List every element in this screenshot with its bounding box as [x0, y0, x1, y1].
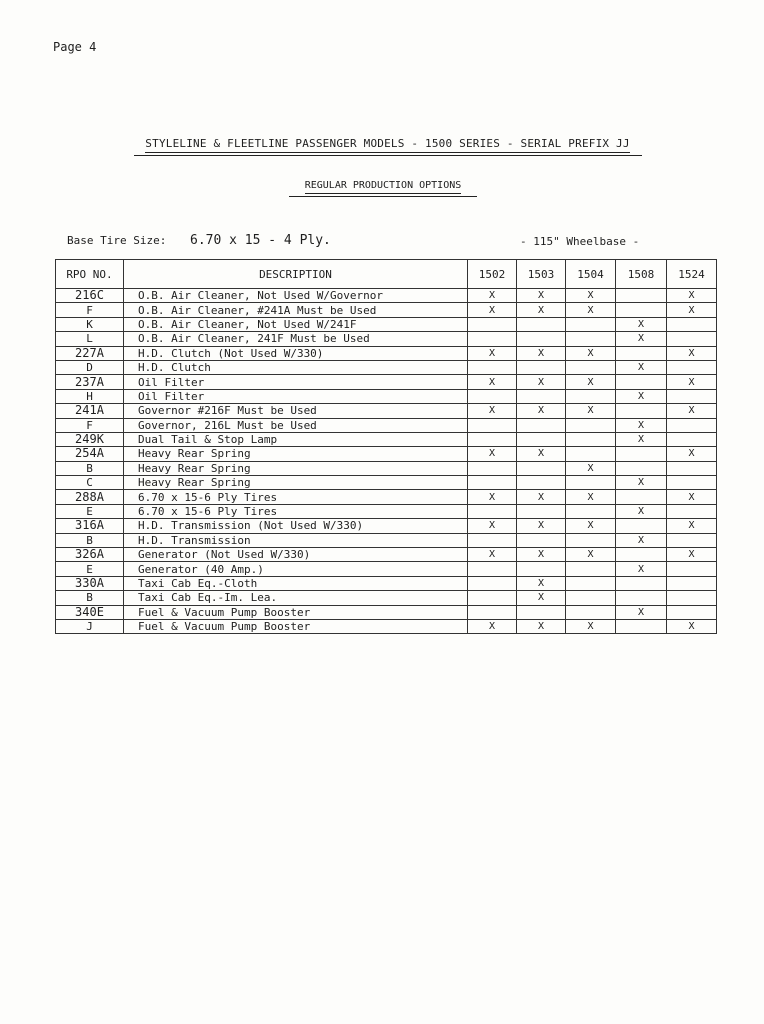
model-1524-cell: X — [667, 289, 717, 303]
model-1508-cell: X — [616, 432, 667, 446]
rpo-cell: 216C — [56, 289, 124, 303]
table-row — [56, 317, 717, 331]
model-1524-cell — [667, 432, 717, 446]
title-underline — [134, 155, 642, 156]
table-row — [56, 404, 717, 418]
model-1504-cell — [566, 418, 616, 432]
rpo-cell: C — [56, 476, 124, 490]
model-1503-cell — [517, 533, 566, 547]
description-cell: Heavy Rear Spring — [124, 476, 468, 490]
model-1504-cell: X — [566, 519, 616, 533]
table-header-row — [56, 260, 717, 289]
model-1508-cell: X — [616, 533, 667, 547]
model-1524-cell — [667, 504, 717, 518]
table-row — [56, 418, 717, 432]
model-1524-cell — [667, 418, 717, 432]
model-1504-cell — [566, 432, 616, 446]
model-1502-cell: X — [468, 375, 517, 389]
model-1508-cell — [616, 519, 667, 533]
description-cell: H.D. Transmission — [124, 533, 468, 547]
subtitle-underline — [289, 196, 477, 197]
model-1502-cell — [468, 576, 517, 590]
model-1508-cell: X — [616, 389, 667, 403]
model-1503-cell — [517, 562, 566, 576]
model-1503-cell: X — [517, 490, 566, 504]
rpo-cell: E — [56, 562, 124, 576]
model-1503-cell: X — [517, 548, 566, 562]
model-1502-cell — [468, 605, 517, 619]
model-1508-cell: X — [616, 332, 667, 346]
model-1503-cell: X — [517, 576, 566, 590]
rpo-cell: 340E — [56, 605, 124, 619]
rpo-cell: H — [56, 389, 124, 403]
column-header-1503: 1503 — [517, 260, 566, 289]
table-row — [56, 591, 717, 605]
model-1524-cell — [667, 476, 717, 490]
table-row — [56, 432, 717, 446]
model-1504-cell: X — [566, 404, 616, 418]
table-row — [56, 461, 717, 475]
model-1502-cell — [468, 562, 517, 576]
model-1502-cell — [468, 432, 517, 446]
table-row — [56, 375, 717, 389]
model-1502-cell: X — [468, 404, 517, 418]
model-1524-cell: X — [667, 375, 717, 389]
rpo-cell: 288A — [56, 490, 124, 504]
model-1524-cell: X — [667, 404, 717, 418]
model-1503-cell — [517, 418, 566, 432]
model-1504-cell — [566, 389, 616, 403]
model-1504-cell — [566, 476, 616, 490]
model-1504-cell: X — [566, 375, 616, 389]
document-subtitle — [0, 180, 764, 197]
description-cell: H.D. Transmission (Not Used W/330) — [124, 519, 468, 533]
description-cell: Heavy Rear Spring — [124, 461, 468, 475]
model-1508-cell: X — [616, 562, 667, 576]
rpo-cell: L — [56, 332, 124, 346]
description-cell: Generator (Not Used W/330) — [124, 548, 468, 562]
model-1524-cell — [667, 360, 717, 374]
column-header-rpo: RPO NO. — [56, 260, 124, 289]
rpo-cell: 326A — [56, 548, 124, 562]
model-1504-cell — [566, 533, 616, 547]
model-1502-cell: X — [468, 303, 517, 317]
model-1503-cell: X — [517, 375, 566, 389]
model-1508-cell — [616, 619, 667, 633]
document-subtitle-text: REGULAR PRODUCTION OPTIONS — [305, 180, 462, 194]
table-row — [56, 332, 717, 346]
model-1503-cell — [517, 504, 566, 518]
table-row — [56, 533, 717, 547]
model-1502-cell — [468, 476, 517, 490]
table-row — [56, 303, 717, 317]
model-1504-cell — [566, 605, 616, 619]
model-1504-cell — [566, 504, 616, 518]
model-1503-cell — [517, 432, 566, 446]
model-1504-cell — [566, 360, 616, 374]
model-1504-cell — [566, 447, 616, 461]
model-1502-cell: X — [468, 519, 517, 533]
description-cell: H.D. Clutch — [124, 360, 468, 374]
model-1502-cell — [468, 591, 517, 605]
model-1502-cell — [468, 317, 517, 331]
model-1524-cell — [667, 317, 717, 331]
model-1508-cell — [616, 548, 667, 562]
model-1504-cell: X — [566, 461, 616, 475]
model-1524-cell — [667, 533, 717, 547]
table-row — [56, 562, 717, 576]
document-title-text: STYLELINE & FLEETLINE PASSENGER MODELS - 1500 SERIES - SERIAL PREFIX JJ — [145, 137, 629, 153]
model-1503-cell: X — [517, 591, 566, 605]
model-1503-cell — [517, 360, 566, 374]
table-row — [56, 476, 717, 490]
model-1504-cell — [566, 562, 616, 576]
column-header-1508: 1508 — [616, 260, 667, 289]
model-1508-cell: X — [616, 360, 667, 374]
description-cell: Fuel & Vacuum Pump Booster — [124, 619, 468, 633]
model-1504-cell — [566, 576, 616, 590]
model-1502-cell: X — [468, 447, 517, 461]
model-1524-cell: X — [667, 619, 717, 633]
description-cell: Governor, 216L Must be Used — [124, 418, 468, 432]
description-cell: 6.70 x 15-6 Ply Tires — [124, 490, 468, 504]
model-1524-cell — [667, 591, 717, 605]
model-1508-cell — [616, 346, 667, 360]
model-1504-cell: X — [566, 490, 616, 504]
table-row — [56, 504, 717, 518]
model-1504-cell: X — [566, 548, 616, 562]
model-1524-cell: X — [667, 490, 717, 504]
table-row — [56, 619, 717, 633]
table-row — [56, 519, 717, 533]
description-cell: Heavy Rear Spring — [124, 447, 468, 461]
model-1503-cell: X — [517, 404, 566, 418]
model-1508-cell — [616, 375, 667, 389]
description-cell: H.D. Clutch (Not Used W/330) — [124, 346, 468, 360]
description-cell: Dual Tail & Stop Lamp — [124, 432, 468, 446]
column-header-description: DESCRIPTION — [124, 260, 468, 289]
model-1502-cell: X — [468, 548, 517, 562]
rpo-cell: F — [56, 418, 124, 432]
model-1502-cell — [468, 332, 517, 346]
model-1524-cell: X — [667, 346, 717, 360]
rpo-cell: E — [56, 504, 124, 518]
rpo-cell: 330A — [56, 576, 124, 590]
description-cell: 6.70 x 15-6 Ply Tires — [124, 504, 468, 518]
model-1504-cell — [566, 317, 616, 331]
tire-size-label: Base Tire Size: — [67, 234, 167, 247]
model-1508-cell: X — [616, 317, 667, 331]
model-1524-cell — [667, 576, 717, 590]
model-1504-cell — [566, 591, 616, 605]
model-1524-cell — [667, 389, 717, 403]
options-table — [55, 259, 717, 634]
rpo-cell: J — [56, 619, 124, 633]
rpo-cell: 227A — [56, 346, 124, 360]
model-1503-cell: X — [517, 519, 566, 533]
model-1502-cell: X — [468, 289, 517, 303]
model-1504-cell — [566, 332, 616, 346]
rpo-cell: 237A — [56, 375, 124, 389]
description-cell: O.B. Air Cleaner, Not Used W/Governor — [124, 289, 468, 303]
description-cell: Governor #216F Must be Used — [124, 404, 468, 418]
model-1524-cell: X — [667, 519, 717, 533]
model-1502-cell: X — [468, 619, 517, 633]
model-1508-cell: X — [616, 476, 667, 490]
model-1503-cell — [517, 317, 566, 331]
table-body — [56, 289, 717, 634]
rpo-cell: B — [56, 591, 124, 605]
model-1503-cell: X — [517, 289, 566, 303]
description-cell: Oil Filter — [124, 375, 468, 389]
column-header-1504: 1504 — [566, 260, 616, 289]
model-1503-cell — [517, 476, 566, 490]
description-cell: O.B. Air Cleaner, Not Used W/241F — [124, 317, 468, 331]
model-1508-cell — [616, 303, 667, 317]
table-row — [56, 548, 717, 562]
model-1508-cell — [616, 591, 667, 605]
model-1503-cell — [517, 389, 566, 403]
model-1508-cell — [616, 289, 667, 303]
rpo-cell: 254A — [56, 447, 124, 461]
model-1508-cell — [616, 461, 667, 475]
rpo-cell: K — [56, 317, 124, 331]
model-1524-cell — [667, 605, 717, 619]
model-1504-cell: X — [566, 619, 616, 633]
rpo-cell: 249K — [56, 432, 124, 446]
model-1524-cell: X — [667, 548, 717, 562]
model-1508-cell: X — [616, 418, 667, 432]
table-row — [56, 605, 717, 619]
model-1503-cell — [517, 461, 566, 475]
table-row — [56, 360, 717, 374]
model-1502-cell — [468, 504, 517, 518]
table-row — [56, 576, 717, 590]
tire-size-value: 6.70 x 15 - 4 Ply. — [190, 233, 331, 248]
description-cell: Generator (40 Amp.) — [124, 562, 468, 576]
model-1503-cell — [517, 332, 566, 346]
wheelbase-label: - 115" Wheelbase - — [520, 235, 640, 248]
rpo-cell: 316A — [56, 519, 124, 533]
model-1524-cell — [667, 332, 717, 346]
description-cell: O.B. Air Cleaner, #241A Must be Used — [124, 303, 468, 317]
rpo-cell: B — [56, 461, 124, 475]
column-header-1502: 1502 — [468, 260, 517, 289]
description-cell: Taxi Cab Eq.-Cloth — [124, 576, 468, 590]
model-1524-cell — [667, 562, 717, 576]
model-1502-cell — [468, 533, 517, 547]
model-1508-cell: X — [616, 605, 667, 619]
table-row — [56, 490, 717, 504]
table-row — [56, 389, 717, 403]
model-1503-cell: X — [517, 619, 566, 633]
page-number: Page 4 — [53, 40, 97, 54]
model-1508-cell — [616, 576, 667, 590]
model-1504-cell: X — [566, 303, 616, 317]
table-row — [56, 447, 717, 461]
model-1503-cell: X — [517, 346, 566, 360]
model-1504-cell: X — [566, 289, 616, 303]
model-1508-cell — [616, 404, 667, 418]
description-cell: Oil Filter — [124, 389, 468, 403]
model-1524-cell — [667, 461, 717, 475]
document-title — [0, 137, 764, 156]
model-1508-cell: X — [616, 504, 667, 518]
rpo-cell: D — [56, 360, 124, 374]
model-1502-cell: X — [468, 346, 517, 360]
model-1502-cell — [468, 389, 517, 403]
table-row — [56, 289, 717, 303]
model-1502-cell: X — [468, 490, 517, 504]
description-cell: Fuel & Vacuum Pump Booster — [124, 605, 468, 619]
rpo-cell: B — [56, 533, 124, 547]
model-1503-cell — [517, 605, 566, 619]
rpo-cell: 241A — [56, 404, 124, 418]
model-1508-cell — [616, 447, 667, 461]
column-header-1524: 1524 — [667, 260, 717, 289]
rpo-cell: F — [56, 303, 124, 317]
model-1524-cell: X — [667, 447, 717, 461]
description-cell: O.B. Air Cleaner, 241F Must be Used — [124, 332, 468, 346]
model-1503-cell: X — [517, 303, 566, 317]
model-1504-cell: X — [566, 346, 616, 360]
description-cell: Taxi Cab Eq.-Im. Lea. — [124, 591, 468, 605]
model-1508-cell — [616, 490, 667, 504]
model-1503-cell: X — [517, 447, 566, 461]
model-1502-cell — [468, 461, 517, 475]
model-1502-cell — [468, 360, 517, 374]
model-1524-cell: X — [667, 303, 717, 317]
model-1502-cell — [468, 418, 517, 432]
table-row — [56, 346, 717, 360]
